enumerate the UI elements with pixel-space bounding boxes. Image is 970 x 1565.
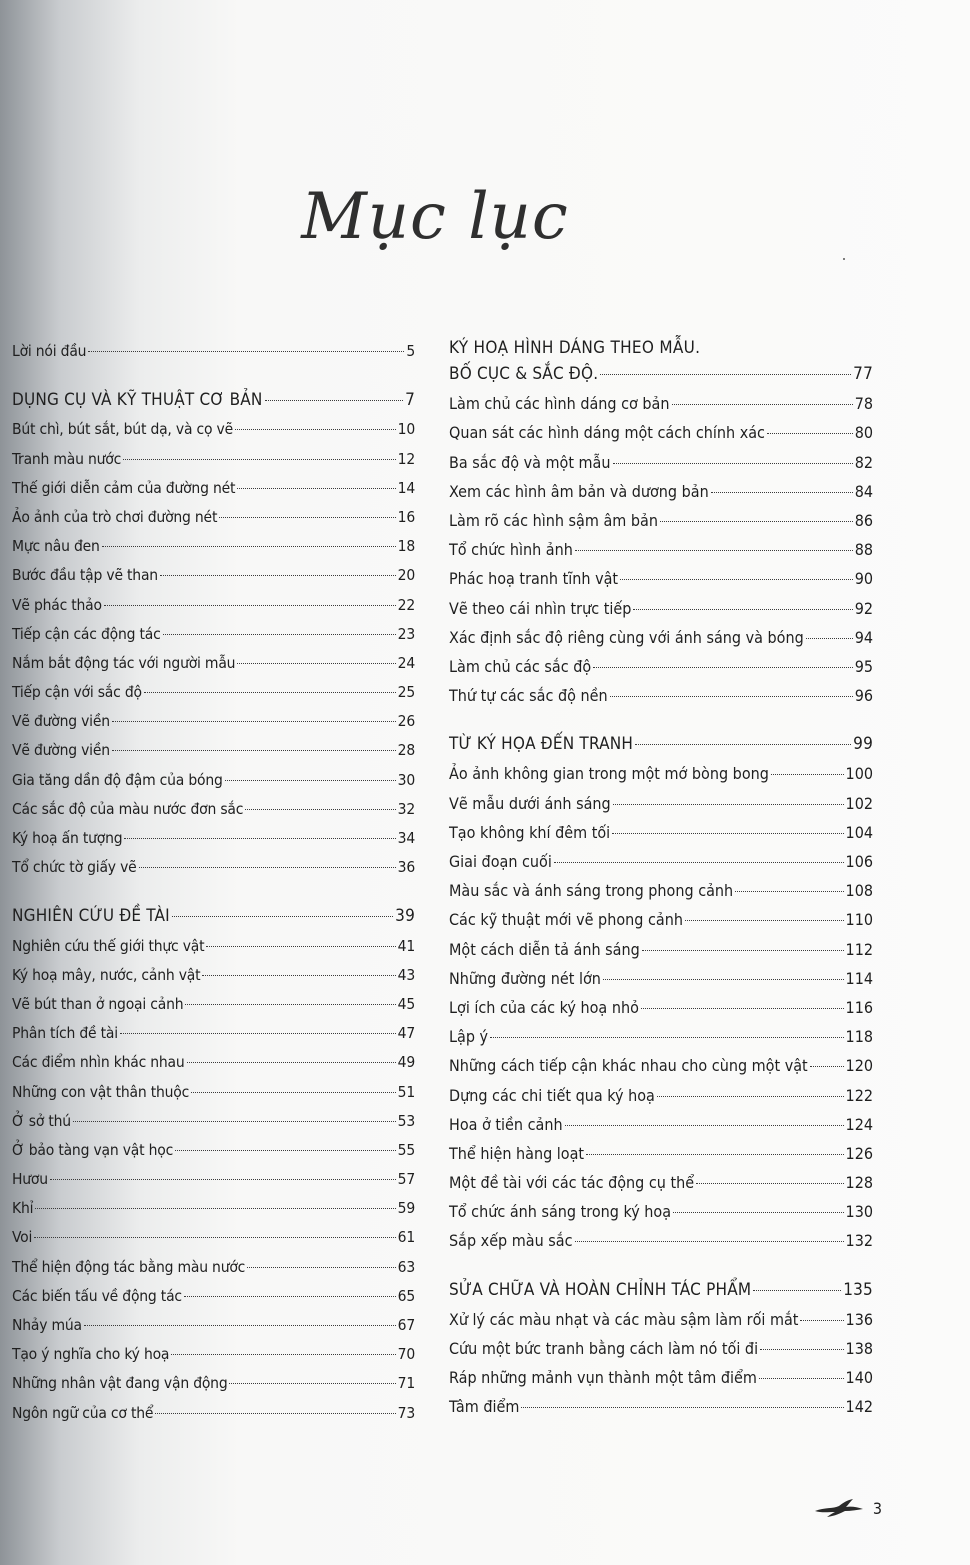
dot-leader [759,1378,844,1379]
toc-entry[interactable] [449,1226,873,1255]
toc-entry[interactable] [449,1392,873,1421]
toc-page-number: 138 [845,1339,873,1358]
dot-leader [633,609,852,610]
toc-page-number: 132 [845,1231,873,1251]
toc-page-number: 112 [845,939,873,959]
toc-entry[interactable] [12,853,415,882]
toc-chapter-entry[interactable] [12,902,415,931]
dot-leader [767,433,853,434]
toc-page-number: 126 [845,1143,873,1163]
toc-entry-title: Cứu một bức tranh bằng cách làm nó tối đi [449,1339,759,1358]
toc-page-number: 110 [845,910,873,930]
toc-chapter-title: SỬA CHỮA VÀ HOÀN CHỈNH TÁC PHẨM [449,1279,752,1300]
toc-entry[interactable] [449,1081,873,1110]
dot-leader [685,920,844,921]
section-gap [12,366,415,386]
dot-leader [144,692,396,693]
toc-page-number: 100 [845,764,873,784]
toc-entry-title: Vẽ bút than ở ngoại cảnh [12,994,184,1013]
toc-page-number: 118 [845,1027,873,1047]
toc-entry-title: Nắm bắt động tác với người mẫu [12,653,236,672]
dot-leader [88,351,404,352]
dot-leader [155,1413,395,1414]
dot-leader [247,1267,396,1268]
dot-leader [237,488,395,489]
toc-entry-title: Dựng các chi tiết qua ký hoạ [449,1085,655,1105]
toc-entry-title: Voi [12,1228,33,1247]
toc-entry[interactable] [12,337,415,366]
toc-entry-title: Vẽ mẫu dưới ánh sáng [449,793,611,813]
dot-leader [237,663,395,664]
dot-leader [171,1354,395,1355]
dot-leader [490,1037,843,1038]
toc-entry[interactable] [449,1363,873,1392]
toc-entry[interactable] [12,1253,415,1282]
dot-leader [760,1349,843,1350]
toc-entry-title: Những con vật thân thuộc [12,1082,190,1101]
toc-entry[interactable] [12,1078,415,1107]
toc-entry[interactable] [12,503,415,532]
toc-page-number: 128 [845,1173,873,1193]
dot-leader [771,774,844,775]
toc-entry-title: Tổ chức hình ảnh [449,540,573,560]
toc-entry[interactable] [449,535,873,564]
toc-entry[interactable] [449,1305,873,1334]
toc-entry-title: Một cách diễn tả ánh sáng [449,939,640,959]
dot-leader [120,1033,396,1034]
dot-leader [635,744,851,745]
toc-entry-title: Màu sắc và ánh sáng trong phong cảnh [449,881,734,901]
dot-leader [521,1407,843,1408]
toc-entry[interactable] [12,766,415,795]
toc-page-number: 10 [397,420,415,439]
toc-page-number: 77 [853,364,873,384]
toc-entry[interactable] [449,964,873,993]
toc-entry[interactable] [449,818,873,847]
toc-entry[interactable] [12,678,415,707]
dot-leader [104,605,396,606]
toc-entry-title: Khỉ [12,1199,34,1218]
toc-page-number: 55 [397,1140,415,1159]
toc-entry-title: Xử lý các màu nhạt và các màu sậm làm rối mắt [449,1309,799,1329]
toc-page-number: 94 [854,627,873,647]
dot-leader [202,975,395,976]
dot-leader [593,667,853,668]
page-footer [813,1497,882,1519]
dot-leader [554,862,844,863]
toc-page-number: 26 [397,712,415,731]
toc-page-number: 30 [397,770,415,789]
toc-chapter-title: TỪ KÝ HỌA ĐẾN TRANH [449,734,634,755]
dot-leader [673,1212,843,1213]
dot-leader [672,404,853,405]
toc-page-number: 90 [854,569,873,589]
toc-chapter-entry[interactable] [12,386,415,415]
toc-page-number: 71 [397,1374,415,1393]
toc-page-number: 84 [854,481,873,501]
toc-page-number: 23 [397,624,415,643]
toc-entry-title: Ký hoạ mây, nước, cảnh vật [12,965,201,984]
dot-leader [600,374,851,375]
toc-entry[interactable] [12,591,415,620]
toc-page-number: 136 [845,1309,873,1329]
dot-leader [641,1008,844,1009]
dot-leader [229,1383,395,1384]
toc-entry-title: Nhảy múa [12,1316,82,1334]
swallow-ornament-icon [813,1497,865,1519]
toc-entry-title: Một đề tài với các tác động cụ thể [449,1173,695,1193]
toc-page-number: 86 [854,510,873,530]
dot-leader [34,1237,396,1238]
dot-leader [112,750,396,751]
toc-entry-title: Vẽ phác thảo [12,595,102,614]
toc-entry[interactable] [449,448,873,477]
toc-entry[interactable] [12,824,415,853]
toc-page-number: 47 [397,1024,415,1043]
toc-entry-title: Bút chì, bút sắt, bút dạ, và cọ vẽ [12,420,233,439]
toc-entry-title: Tiếp cận các động tác [12,624,161,643]
toc-entry-title: Ảo ảnh của trò chơi đường nét [12,507,218,526]
toc-entry-title: Ngôn ngữ của cơ thể [12,1403,154,1422]
toc-page-number: 18 [397,537,415,556]
toc-entry-title: Bước đầu tập vẽ than [12,566,158,585]
toc-entry[interactable] [12,532,415,561]
toc-entry-title: Hươu [12,1170,48,1189]
dot-leader [84,1325,396,1326]
toc-entry-title: Xem các hình âm bản và dương bản [449,481,709,501]
toc-page-number: 80 [854,423,873,443]
toc-entry-title: Tâm điểm [449,1397,520,1417]
toc-page-number: 5 [406,342,415,360]
toc-page-number: 96 [854,686,873,706]
toc-entry[interactable] [12,1165,415,1194]
toc-page-number: 106 [845,852,873,871]
toc-entry[interactable] [12,620,415,649]
dot-leader [806,638,853,639]
toc-page-number: 104 [845,822,873,842]
toc-page-number: 53 [397,1111,415,1130]
toc-entry[interactable] [12,445,415,474]
toc-entry-title: Sắp xếp màu sắc [449,1231,573,1251]
toc-entry[interactable] [449,876,873,905]
dot-leader [603,979,844,980]
toc-entry-title: Ráp những mảnh vụn thành một tâm điểm [449,1368,757,1388]
toc-page-number: 43 [397,965,415,984]
toc-page-number: 12 [397,449,415,468]
toc-page-number: 135 [843,1279,873,1300]
dot-leader [245,809,395,810]
toc-entry[interactable] [449,993,873,1022]
toc-entry-title: Giai đoạn cuối [449,852,552,871]
toc-entry[interactable] [449,652,873,681]
toc-entry[interactable] [449,1197,873,1226]
toc-page-number: 99 [853,734,873,755]
toc-chapter-entry[interactable] [449,1276,873,1305]
toc-page-number: 49 [397,1053,415,1072]
toc-chapter-entry[interactable] [449,730,873,759]
toc-entry[interactable] [12,561,415,590]
toc-entry[interactable] [449,418,873,447]
dot-leader [35,1208,395,1209]
toc-entry[interactable] [12,1107,415,1136]
section-gap [449,1256,873,1276]
toc-entry-title: Xác định sắc độ riêng cùng với ánh sáng và bóng [449,627,804,647]
toc-entry[interactable] [449,506,873,535]
toc-entry-title: Các kỹ thuật mới vẽ phong cảnh [449,910,683,930]
toc-entry-title: Phân tích đề tài [12,1024,118,1043]
toc-page-number: 25 [397,683,415,702]
toc-entry[interactable] [12,1282,415,1311]
dot-leader [102,546,396,547]
toc-entry-title: Làm chủ các hình dáng cơ bản [449,394,670,414]
toc-entry[interactable] [449,681,873,710]
dot-leader [586,1154,843,1155]
dot-leader [163,634,396,635]
toc-entry-title: Thế giới diễn cảm của đường nét [12,478,236,497]
toc-entry[interactable] [12,932,415,961]
dot-leader [800,1320,843,1321]
toc-page-number: 61 [397,1228,415,1247]
toc-entry-title: Quan sát các hình dáng một cách chính xác [449,423,765,443]
toc-page-number: 88 [854,540,873,560]
toc-chapter-title-line1: KÝ HOẠ HÌNH DÁNG THEO MẪU. [449,338,701,358]
toc-entry[interactable] [12,1369,415,1398]
dot-leader [139,867,396,868]
toc-entry-title: Những đường nét lớn [449,968,601,988]
toc-entry[interactable] [12,707,415,736]
toc-entry-title: Hoa ở tiền cảnh [449,1114,563,1134]
section-gap [12,882,415,902]
dot-leader [613,804,844,805]
toc-right-column [449,337,873,1422]
dot-leader [123,459,396,460]
toc-entry-title: Ký hoạ ấn tượng [12,829,123,847]
toc-page-number: 7 [405,390,415,411]
toc-entry-title: Phác hoạ tranh tĩnh vật [449,569,619,589]
dot-leader [642,950,844,951]
dot-leader [191,1092,396,1093]
toc-entry[interactable] [449,564,873,593]
toc-entry-title: Làm rõ các hình sậm âm bản [449,510,658,530]
dot-leader [575,550,853,551]
toc-entry[interactable] [449,1051,873,1080]
dot-leader [73,1121,396,1122]
toc-entry[interactable] [12,961,415,990]
dot-leader [175,1150,396,1151]
toc-entry-title: Tổ chức ánh sáng trong ký hoạ [449,1202,672,1222]
toc-entry-title: Lập ý [449,1027,489,1047]
toc-page-number: 59 [397,1199,415,1218]
toc-page-number: 116 [845,997,873,1017]
toc-page-number: 70 [397,1345,415,1364]
toc-entry-title: Tiếp cận với sắc độ [12,683,142,702]
dot-leader [711,492,853,493]
stray-dot [843,258,845,260]
toc-entry[interactable] [12,1399,415,1428]
page-title: Mục lục [301,180,569,254]
toc-entry[interactable] [12,795,415,824]
toc-entry[interactable] [449,759,873,788]
toc-entry[interactable] [12,1136,415,1165]
toc-page-number: 20 [397,566,415,585]
dot-leader [50,1179,396,1180]
toc-page-number: 45 [397,994,415,1013]
toc-page-number: 73 [397,1403,415,1422]
toc-entry[interactable] [12,1340,415,1369]
toc-page-number: 57 [397,1170,415,1189]
toc-entry[interactable] [449,1334,873,1363]
toc-entry-title: Làm chủ các sắc độ [449,656,592,676]
dot-leader [575,1241,844,1242]
dot-leader [612,833,843,834]
section-gap [449,710,873,730]
toc-entry[interactable] [12,1311,415,1340]
toc-entry-title: Lời nói đầu [12,342,87,360]
dot-leader [660,521,853,522]
toc-page-number: 41 [397,936,415,955]
dot-leader [565,1125,844,1126]
toc-entry[interactable] [12,649,415,678]
toc-page-number: 36 [397,858,415,877]
toc-entry[interactable] [12,474,415,503]
dot-leader [657,1096,844,1097]
toc-entry[interactable] [449,789,873,818]
toc-entry-title: Tạo không khí đêm tối [449,822,611,842]
toc-page-number: 78 [854,394,873,414]
toc-entry[interactable] [449,1110,873,1139]
dot-leader [160,575,396,576]
toc-entry[interactable] [449,477,873,506]
toc-page-number: 92 [854,598,873,618]
toc-entry-title: Vẽ đường viền [12,741,110,760]
toc-entry-title: Các biến tấu về động tác [12,1286,182,1305]
toc-page-number: 108 [845,881,873,901]
toc-entry[interactable] [449,1168,873,1197]
toc-page-number: 16 [397,507,415,526]
dot-leader [620,579,853,580]
toc-entry[interactable] [12,1048,415,1077]
toc-entry[interactable] [449,935,873,964]
toc-page-number: 102 [845,793,873,813]
toc-entry[interactable] [449,847,873,876]
toc-entry[interactable] [12,1019,415,1048]
dot-leader [735,891,843,892]
dot-leader [184,1296,396,1297]
toc-page-number: 124 [845,1114,873,1134]
dot-leader [265,400,403,401]
toc-entry-title: Nghiên cứu thế giới thực vật [12,936,205,955]
toc-page-number: 14 [397,478,415,497]
toc-entry-title: Lợi ích của các ký hoạ nhỏ [449,997,639,1017]
toc-entry-title: Ảo ảnh không gian trong một mớ bòng bong [449,764,769,784]
dot-leader [172,916,393,917]
toc-entry-title: Ở bảo tàng vạn vật học [12,1140,174,1159]
toc-entry[interactable] [12,1194,415,1223]
toc-chapter-title: BỐ CỤC & SẮC ĐỘ. [449,364,599,384]
dot-leader [187,1062,396,1063]
toc-page-number: 65 [397,1286,415,1305]
toc-entry-title: Tạo ý nghĩa cho ký hoạ [12,1345,170,1364]
toc-entry[interactable] [449,1139,873,1168]
toc-page-number: 34 [397,829,415,847]
toc-page-number: 142 [845,1397,873,1417]
dot-leader [613,463,853,464]
toc-entry[interactable] [449,623,873,652]
toc-entry[interactable] [12,415,415,444]
toc-entry-title: Những cách tiếp cận khác nhau cho cùng một vật [449,1056,808,1076]
toc-page-number: 22 [397,595,415,614]
toc-page-number: 67 [397,1316,415,1334]
toc-entry[interactable] [12,1223,415,1252]
dot-leader [185,1004,395,1005]
toc-chapter-title: DỤNG CỤ VÀ KỸ THUẬT CƠ BẢN [12,390,263,411]
toc-entry[interactable] [12,990,415,1019]
toc-page-number: 114 [845,968,873,988]
toc-entry-title: Gia tăng dần độ đậm của bóng [12,770,223,789]
toc-entry-title: Vẽ đường viền [12,712,110,731]
toc-entry[interactable] [449,905,873,934]
dot-leader [810,1066,844,1067]
toc-page-number: 95 [854,656,873,676]
toc-page-number: 120 [845,1056,873,1076]
dot-leader [206,946,395,947]
toc-page-number: 39 [395,906,415,927]
dot-leader [219,517,395,518]
toc-entry-title: Thể hiện hàng loạt [449,1143,585,1163]
toc-entry-title: Thứ tự các sắc độ nền [449,686,608,706]
toc-page-number: 130 [845,1202,873,1222]
dot-leader [112,721,396,722]
toc-page-number: 32 [397,799,415,818]
toc-entry-title: Vẽ theo cái nhìn trực tiếp [449,598,632,618]
toc-entry-title: Mực nâu đen [12,537,100,556]
dot-leader [225,780,396,781]
toc-chapter-title: NGHIÊN CỨU ĐỀ TÀI [12,906,170,927]
toc-entry-title: Những nhân vật đang vận động [12,1374,228,1393]
page-number: 3 [872,1498,882,1518]
toc-entry[interactable] [449,594,873,623]
toc-page-number: 24 [397,653,415,672]
dot-leader [696,1183,843,1184]
toc-page-number: 122 [845,1085,873,1105]
toc-page-number: 51 [397,1082,415,1101]
toc-page-number: 140 [845,1368,873,1388]
toc-chapter-entry[interactable] [449,337,873,389]
toc-entry-title: Ở sở thú [12,1111,71,1130]
toc-entry[interactable] [449,1022,873,1051]
toc-entry-title: Các điểm nhìn khác nhau [12,1053,185,1072]
toc-page-number: 28 [397,741,415,760]
toc-entry-title: Thể hiện động tác bằng màu nước [12,1257,246,1276]
dot-leader [235,429,396,430]
toc-entry[interactable] [449,389,873,418]
dot-leader [610,696,853,697]
toc-entry-title: Tổ chức tờ giấy vẽ [12,858,137,877]
toc-page-number: 82 [854,452,873,472]
toc-entry[interactable] [12,736,415,765]
dot-leader [753,1290,841,1291]
dot-leader [124,838,395,839]
toc-entry-title: Tranh màu nước [12,449,122,468]
toc-left-column [12,337,415,1428]
toc-page-number: 63 [397,1257,415,1276]
toc-entry-title: Ba sắc độ và một mẫu [449,452,611,472]
toc-entry-title: Các sắc độ của màu nước đơn sắc [12,799,244,818]
